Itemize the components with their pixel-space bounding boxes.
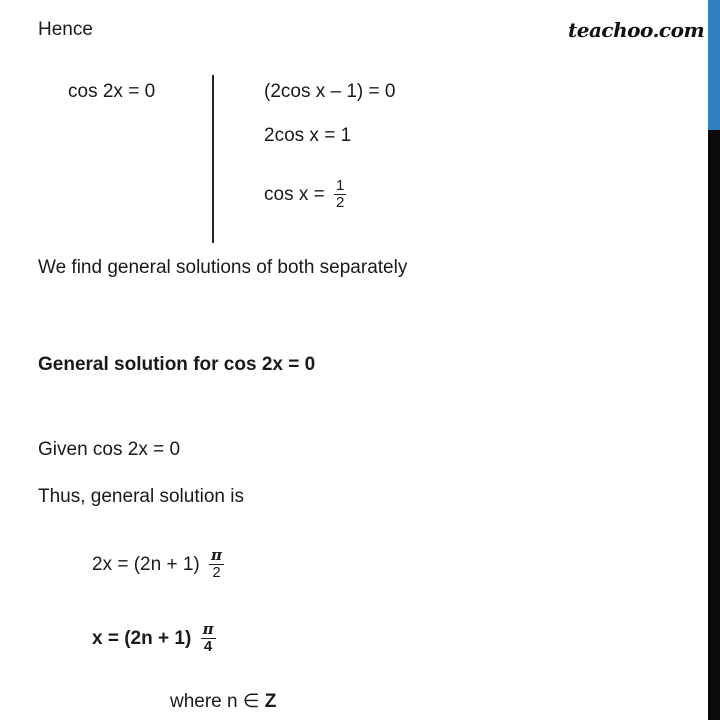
section-heading: General solution for cos 2x = 0: [38, 354, 316, 375]
integer-set-symbol: Z: [264, 691, 277, 712]
solution-line-1-prefix: 2x = (2n + 1): [92, 553, 200, 575]
solution-line-2: [92, 622, 216, 655]
fraction-denominator: 2: [336, 193, 345, 211]
fraction-pi-over-4: [201, 622, 216, 655]
solution-line-1: [92, 548, 224, 581]
fraction-pi-over-2: [209, 548, 224, 581]
fraction-one-half: [334, 178, 346, 211]
hence-text: Hence: [38, 19, 93, 40]
solution-line-2-prefix: x = (2n + 1): [92, 627, 192, 649]
right-edge-bar: [708, 0, 720, 720]
where-text: [170, 692, 276, 711]
fraction-denominator: 4: [203, 637, 213, 655]
fraction-numerator: π: [202, 620, 214, 638]
left-eq-cos2x: cos 2x = 0: [68, 81, 156, 102]
given-text: Given cos 2x = 0: [38, 439, 181, 460]
right-eq-1: (2cos x – 1) = 0: [264, 81, 396, 102]
teachoo-logo: teachoo.com: [568, 18, 705, 42]
right-eq-2: 2cos x = 1: [264, 125, 352, 146]
thus-text: Thus, general solution is: [38, 486, 244, 507]
column-divider: [212, 75, 214, 243]
fraction-denominator: 2: [212, 563, 221, 581]
fraction-numerator: 1: [336, 177, 345, 194]
fraction-numerator: π: [211, 546, 222, 564]
right-eq-3-prefix: cos x =: [264, 183, 325, 205]
right-edge-accent: [708, 0, 720, 130]
general-both-text: We find general solutions of both separately: [38, 257, 408, 278]
where-prefix: where n ∈: [170, 691, 260, 712]
right-eq-3: [264, 178, 346, 211]
